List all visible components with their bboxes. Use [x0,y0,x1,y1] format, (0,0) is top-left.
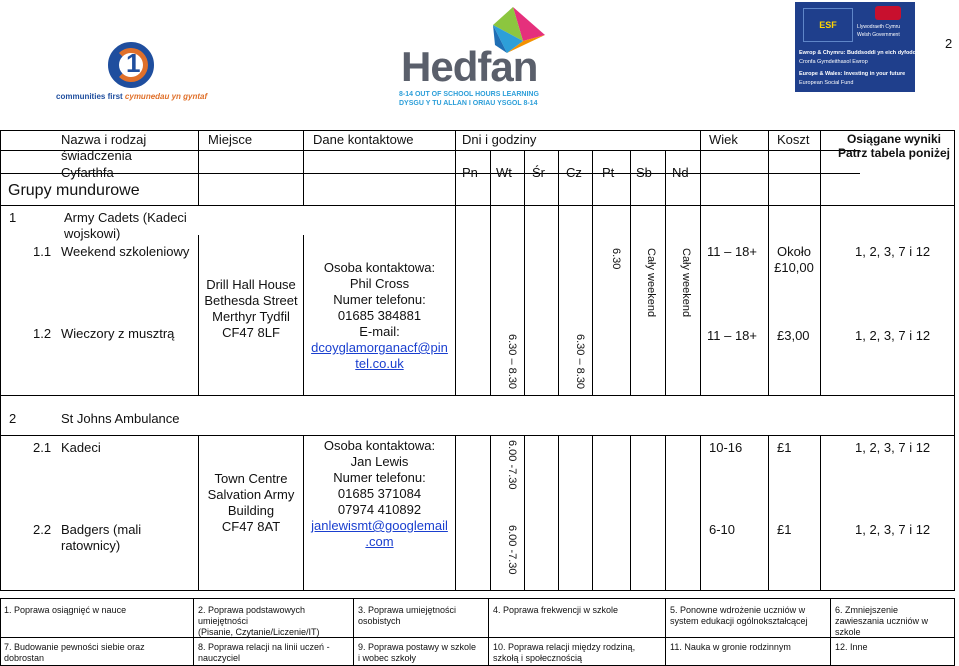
email-link[interactable]: janlewismt@googlemail [311,518,448,533]
row-number: 1.1 [33,244,52,259]
legend-item: 9. Poprawa postawy w szkole i wobec szkoły [358,642,477,663]
provider-number: 1 [9,210,17,225]
provider-number: 2 [9,411,17,426]
age-range: 10-16 [709,440,743,455]
day-wed: Śr [532,165,545,180]
mon-time: 6.00 -7.30 [506,440,518,490]
legend-item: 11. Nauka w gronie rodzinnym [670,642,791,652]
legend-item: 3. Poprawa umiejętności osobistych [358,605,457,626]
esf-logo: ESF Llywodraeth Cymru Welsh Government Ewrop & Chymru: Buddsoddi yn eich dyfodol Cronfa Gymdeithasol Ewrop Europe & Wales: Investing in your future European Social Fund [795,2,915,92]
mon-time: 6.00 -7.30 [506,525,518,575]
contact-details: Osoba kontaktowa: Phil Cross Numer telefonu: 01685 384881 E-mail: dcoyglamorganacf@pin tel.co.uk [304,260,455,372]
cost: Około £10,00 [774,244,814,275]
provider-name: Army Cadets (Kadeci wojskowi) [64,210,187,241]
header-cost: Koszt [777,132,810,147]
contact-details: Osoba kontaktowa: Jan Lewis Numer telefonu: 01685 371084 07974 410892 janlewismt@googlemail .com [304,438,455,550]
row-number: 1.2 [33,326,52,341]
age-range: 11 – 18+ [707,244,758,259]
header-age: Wiek [709,132,738,147]
legend-item: 8. Poprawa relacji na linii uczeń - nauczyciel [198,642,330,663]
header-place: Miejsce [208,132,253,147]
email-link[interactable]: dcoyglamorganacf@pin [311,340,448,355]
legend-item: 2. Poprawa podstawowych umiejętności (Pisanie, Czytanie/Liczenie/IT) [198,605,320,637]
cost: £3,00 [777,328,810,343]
thu-time: 6.30 – 8.30 [574,334,586,390]
row-number: 2.1 [33,440,52,455]
outcomes: 1, 2, 3, 7 i 12 [855,244,931,259]
legend-item: 5. Ponowne wdrożenie uczniów w system edukacji ogólnokształcącej [670,605,808,626]
outcomes: 1, 2, 3, 7 i 12 [855,440,931,455]
legend-item: 1. Poprawa osiągnięć w nauce [4,605,127,615]
outcomes: 1, 2, 3, 7 i 12 [855,328,931,343]
sun-time: Cały weekend [680,248,692,318]
fri-time: 6.30 [610,248,622,270]
age-range: 11 – 18+ [707,328,758,343]
provider-name: St Johns Ambulance [61,411,180,426]
day-fri: Pt [602,165,615,180]
place-address: Town Centre Salvation Army Building CF47 8AT [207,471,295,534]
page-number: 2 [945,36,953,51]
row-name: Badgers (mali ratownicy) [61,522,142,553]
header-contact: Dane kontaktowe [313,132,414,147]
row-name: Wieczory z musztrą [61,326,175,341]
legend-item: 10. Poprawa relacji między rodziną, szkołą i społecznością [493,642,636,663]
legend-item: 6. Zmniejszenie zawieszania uczniów w szkole [835,605,929,637]
day-tue: Wt [496,165,512,180]
header-name: Nazwa i rodzaj świadczenia [61,132,147,163]
email-link[interactable]: tel.co.uk [355,356,404,371]
row-name: Weekend szkoleniowy [61,244,190,259]
row-name: Kadeci [61,440,101,455]
cost: £1 [777,440,792,455]
communities-first-logo: 1 communities first cymunedau yn gyntaf [50,40,220,110]
row-number: 2.2 [33,522,52,537]
provision-table [0,130,955,591]
day-mon: Pn [462,165,478,180]
age-range: 6-10 [709,522,736,537]
place-address: Drill Hall House Bethesda Street Merthyr Tydfil CF47 8LF [204,277,298,340]
legend-item: 12. Inne [835,642,868,652]
legend-item: 7. Budowanie pewności siebie oraz dobrostan [4,642,145,663]
cost: £1 [777,522,792,537]
hedfan-logo: Hedfan 8-14 OUT OF SCHOOL HOURS LEARNING DYSGU Y TU ALLAN I ORIAU YSGOL 8-14 [395,5,555,110]
day-thu: Cz [566,165,582,180]
sat-time: Cały weekend [645,248,657,318]
header-days-hours: Dni i godziny [462,132,537,147]
tue-time: 6.30 – 8.30 [506,334,518,390]
email-link[interactable]: .com [365,534,394,549]
legend-item: 4. Poprawa frekwencji w szkole [493,605,619,615]
outcomes-legend [0,598,959,666]
day-sun: Nd [672,165,689,180]
outcomes: 1, 2, 3, 7 i 12 [855,522,931,537]
dragon-icon [875,6,901,20]
section-title: Grupy mundurowe [8,182,140,199]
day-sat: Sb [636,165,652,180]
area-label: Cyfarthfa [61,165,114,180]
header-outcomes: Osiągane wyniki Patrz tabela poniżej [837,132,951,160]
